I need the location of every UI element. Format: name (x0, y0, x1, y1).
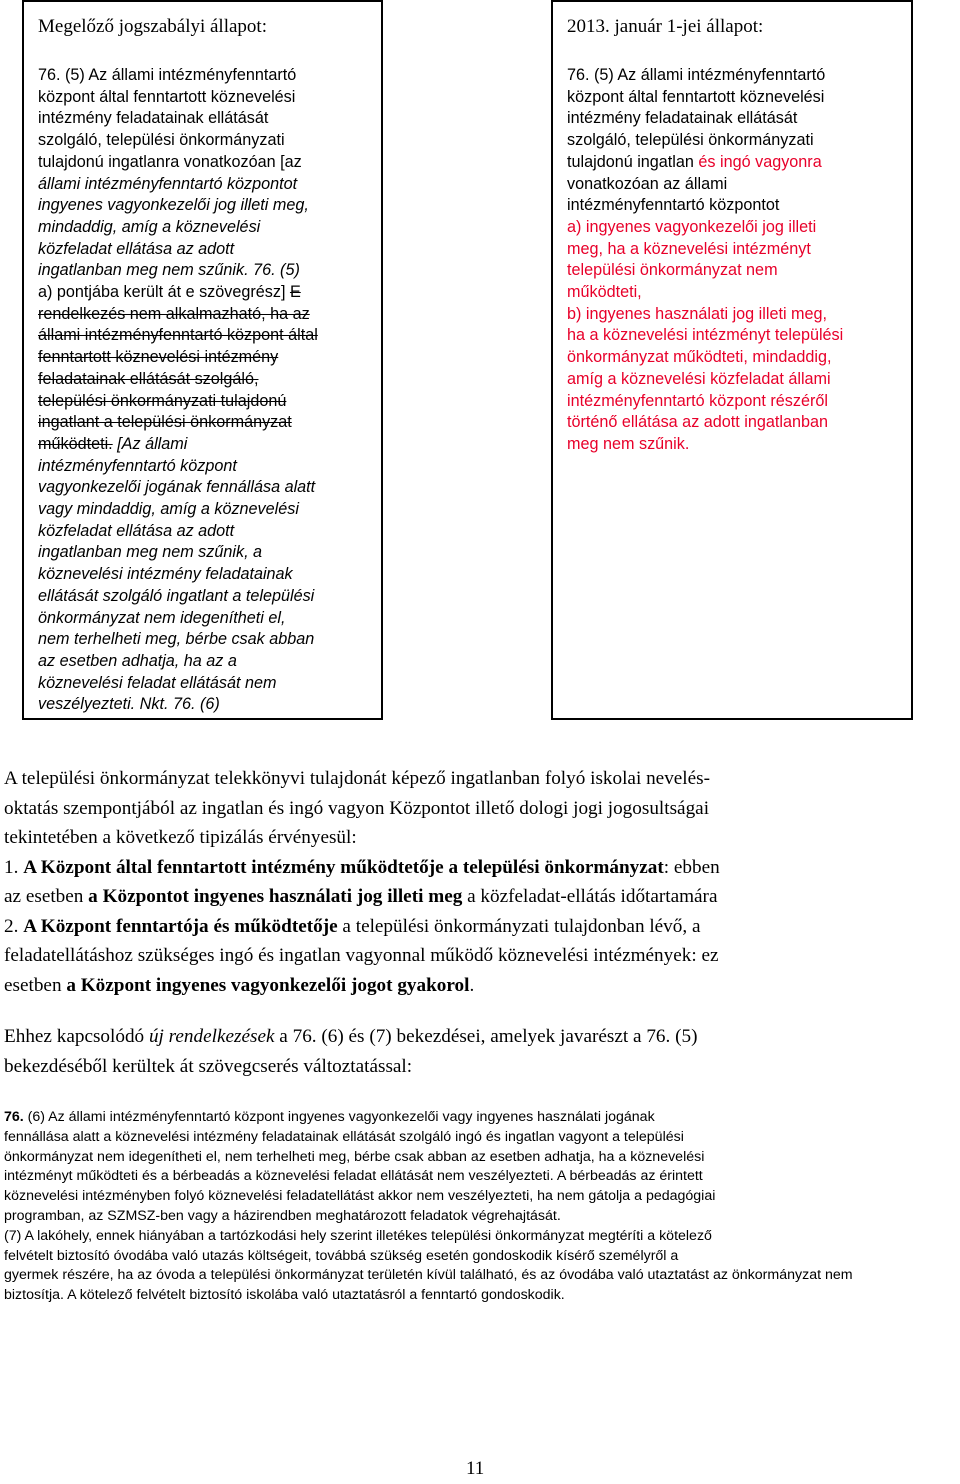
text-line (4, 1227, 956, 1247)
previous-state-text (38, 65, 378, 716)
text-run: központ által fenntartott köznevelési (567, 87, 825, 106)
text-run: 76. (5) Az állami intézményfenntartó (567, 66, 826, 84)
text-line (567, 325, 907, 347)
text-line (38, 260, 378, 282)
text-run: A Központ által fenntartott intézmény működtetője a települési önkormányzat (23, 856, 664, 878)
text-run: ingatlanban meg nem szűnik, a (38, 543, 263, 562)
text-line (567, 412, 907, 434)
text-line (38, 195, 378, 217)
text-line (4, 1108, 956, 1128)
text-line (567, 391, 907, 413)
text-run: ha a köznevelési intézményt települési (567, 326, 844, 345)
text-run: önkormányzat nem idegenítheti el, nem terhelheti meg, bérbe csak abban az esetben adhatja, ha a köznevelési (4, 1148, 705, 1165)
previous-state-title: Megelőző jogszabályi állapot: (38, 16, 267, 37)
text-line (567, 434, 907, 456)
text-line (4, 1128, 956, 1148)
text-line (4, 853, 956, 883)
text-line (38, 130, 378, 152)
text-run: tekintetében a következő tipizálás érvényesül: (4, 827, 357, 848)
current-state-text (567, 65, 907, 456)
text-run: intézményfenntartó központ (38, 456, 237, 475)
text-run: meg, ha a köznevelési intézményt (567, 239, 811, 258)
text-line (38, 391, 378, 413)
text-run: az esetben (4, 886, 89, 907)
text-line (38, 629, 378, 651)
text-run: rendelkezés nem alkalmazható, ha az (38, 304, 310, 323)
text-line (38, 651, 378, 673)
text-run: amíg a köznevelési közfeladat állami (567, 369, 831, 388)
text-run: esetben (4, 974, 67, 996)
text-run: vonatkozóan az állami (567, 174, 728, 193)
text-run: tulajdonú ingatlan (567, 152, 699, 171)
text-run: oktatás szempontjából az ingatlan és ingó vagyon Központot illető dologi jogi jogosultságai (4, 797, 710, 819)
text-run: meg nem szűnik. (567, 434, 690, 453)
text-run: 1. (4, 856, 24, 878)
text-run: a) pontjába került át e szövegrész] (38, 283, 290, 302)
text-run: felvételt biztosító óvodába való utazás költségeit, továbbá szükség esetén gondoskodik kísérő személyről a (4, 1247, 679, 1264)
text-line (38, 586, 378, 608)
text-line (4, 941, 956, 971)
text-line (567, 239, 907, 261)
text-run: a Központot ingyenes használati jog illeti meg (88, 886, 463, 907)
text-line (567, 282, 907, 304)
note-paragraph (4, 1022, 956, 1081)
page-number: 11 (466, 1458, 485, 1479)
text-run: . (469, 974, 475, 996)
text-line (567, 87, 907, 109)
text-run: : ebben (663, 856, 720, 878)
text-run: feladatellátáshoz szükséges ingó és ingatlan vagyonnal működő köznevelési intézmények: ez (4, 945, 719, 966)
text-line (4, 1207, 956, 1227)
text-line (38, 412, 378, 434)
text-line (38, 174, 378, 196)
main-paragraph (4, 764, 956, 1000)
text-line (38, 108, 378, 130)
text-line (4, 912, 956, 942)
text-line (567, 304, 907, 326)
law-quote (4, 1108, 956, 1306)
text-line (38, 456, 378, 478)
text-line (38, 564, 378, 586)
text-line (4, 1167, 956, 1187)
text-line (38, 304, 378, 326)
text-run: E (289, 283, 301, 302)
text-run: intézményfenntartó központ részéről (567, 391, 828, 410)
text-line (38, 217, 378, 239)
text-run: [Az állami (112, 434, 188, 453)
text-run: ingatlant a települési önkormányzat (38, 413, 292, 432)
text-line (38, 347, 378, 369)
text-line (4, 1247, 956, 1267)
text-run: feladatainak ellátását szolgáló, (38, 369, 259, 388)
text-run: új rendelkezések (148, 1026, 275, 1047)
text-run: szolgáló, települési önkormányzati (38, 131, 285, 150)
text-line (4, 1148, 956, 1168)
current-state-box (551, 0, 913, 720)
text-run: és ingó vagyonra (698, 152, 822, 171)
text-run: 76. (5) Az állami intézményfenntartó (38, 66, 297, 84)
text-run: szolgáló, települési önkormányzati (567, 131, 814, 150)
text-line (4, 971, 956, 1001)
text-run: központ által fenntartott köznevelési (38, 87, 296, 106)
text-run: települési önkormányzati tulajdonú (38, 391, 287, 410)
text-line (38, 65, 378, 87)
text-run: a települési önkormányzati tulajdonban lévő, a (337, 915, 701, 937)
text-line (4, 1187, 956, 1207)
text-run: a 76. (6) és (7) bekezdései, amelyek javarészt a 76. (5) (274, 1026, 698, 1047)
text-line (4, 1052, 956, 1082)
text-run: gyermek részére, ha az óvoda a települési önkormányzat területén kívül található, és az óvodába való utaztatást az önkormányzat nem (4, 1267, 853, 1284)
text-run: önkormányzat működteti, mindaddig, (567, 348, 832, 367)
text-run: intézményt működteti és a bérbeadás a köznevelési feladat ellátását nem veszélyezteti. A bérbeadás az érintett (4, 1168, 703, 1185)
text-line (4, 1022, 956, 1052)
text-line (4, 794, 956, 824)
text-line (567, 130, 907, 152)
text-run: A települési önkormányzat telekkönyvi tulajdonát képező ingatlanban folyó iskolai nevelés- (4, 768, 711, 789)
text-line (38, 608, 378, 630)
text-line (38, 521, 378, 543)
text-run: bekezdéséből kerültek át szövegcserés változtatással: (4, 1055, 413, 1077)
text-run: fennállása alatt a köznevelési intézmény feladatainak ellátását szolgáló ingó és ingatlan vagyont a települési (4, 1128, 684, 1145)
text-run: A Központ fenntartója és működtetője (23, 915, 338, 937)
text-run: ingatlanban meg nem szűnik. 76. (5) (38, 261, 300, 280)
text-line (38, 282, 378, 304)
previous-state-box (22, 0, 383, 720)
text-run: vagyonkezelői jogának fennállása alatt (38, 478, 316, 497)
text-line (38, 499, 378, 521)
text-line (38, 325, 378, 347)
text-line (38, 542, 378, 564)
text-line (567, 65, 907, 87)
text-line (4, 764, 956, 794)
text-run: intézményfenntartó központot (567, 196, 780, 215)
text-run: mindaddig, amíg a köznevelési (38, 217, 261, 236)
text-run: állami intézményfenntartó központot (38, 174, 298, 193)
text-run: ellátását szolgáló ingatlant a települési (38, 586, 315, 605)
text-run: fenntartott köznevelési intézmény (38, 348, 279, 367)
text-run: történő ellátása az adott ingatlanban (567, 413, 828, 432)
text-run: a közfeladat-ellátás időtartamára (462, 886, 718, 907)
text-line (567, 369, 907, 391)
text-run: köznevelési intézmény feladatainak (38, 565, 293, 584)
text-run: intézmény feladatainak ellátását (38, 109, 269, 128)
text-run: 2. (4, 915, 24, 937)
text-run: az esetben adhatja, ha az a (38, 651, 237, 670)
text-run: települési önkormányzat nem (567, 261, 778, 280)
text-run: közfeladat ellátása az adott (38, 521, 235, 540)
text-line (38, 477, 378, 499)
text-run: biztosítja. A kötelező felvételt biztosító iskolába való utaztatásról a fenntartó gondoskodik. (4, 1287, 565, 1304)
text-run: nem terhelheti meg, bérbe csak abban (38, 630, 315, 649)
text-run: önkormányzat nem idegenítheti el, (38, 608, 286, 627)
text-line (4, 1266, 956, 1286)
text-run: működteti. (38, 434, 113, 453)
text-run: a) ingyenes vagyonkezelői jog illeti (567, 217, 817, 236)
text-line (38, 673, 378, 695)
text-run: működteti, (567, 283, 642, 302)
text-line (38, 87, 378, 109)
text-line (567, 195, 907, 217)
text-run: (6) Az állami intézményfenntartó központ ingyenes vagyonkezelői vagy ingyenes használati jogának (27, 1109, 655, 1125)
text-run: (7) A lakóhely, ennek hiányában a tartózkodási hely szerint illetékes települési önkormányzat megtéríti a kötelező (4, 1227, 712, 1244)
text-run: közfeladat ellátása az adott (38, 239, 235, 258)
text-line (567, 217, 907, 239)
text-run: a Központ ingyenes vagyonkezelői jogot gyakorol (66, 974, 470, 996)
text-run: ingyenes vagyonkezelői jog illeti meg, (38, 196, 309, 215)
text-run: intézmény feladatainak ellátását (567, 109, 798, 128)
text-run: programban, az SZMSZ-ben vagy a házirendben meghatározott feladatok végrehajtását. (4, 1207, 561, 1224)
text-run: b) ingyenes használati jog illeti meg, (567, 304, 828, 323)
text-line (38, 369, 378, 391)
text-line (38, 694, 378, 716)
text-run: tulajdonú ingatlanra vonatkozóan [az (38, 152, 302, 171)
current-state-title: 2013. január 1-jei állapot: (567, 16, 764, 37)
text-line (38, 434, 378, 456)
text-run: 76. (4, 1109, 28, 1125)
text-run: köznevelési feladat ellátását nem (38, 673, 277, 692)
text-line (38, 152, 378, 174)
text-run: veszélyezteti. Nkt. 76. (6) (38, 695, 220, 714)
text-line (38, 239, 378, 261)
text-line (4, 882, 956, 912)
text-line (4, 1286, 956, 1306)
text-run: vagy mindaddig, amíg a köznevelési (38, 500, 299, 519)
text-run: Ehhez kapcsolódó (4, 1026, 149, 1047)
text-line (567, 260, 907, 282)
text-line (567, 108, 907, 130)
text-line (567, 347, 907, 369)
text-line (567, 152, 907, 174)
text-line (567, 174, 907, 196)
text-line (4, 823, 956, 853)
text-run: köznevelési intézményben folyó köznevelési feladatellátást akkor nem veszélyezteti, ha nem gátolja a pedagógiai (4, 1188, 716, 1205)
text-run: állami intézményfenntartó központ által (38, 326, 318, 345)
